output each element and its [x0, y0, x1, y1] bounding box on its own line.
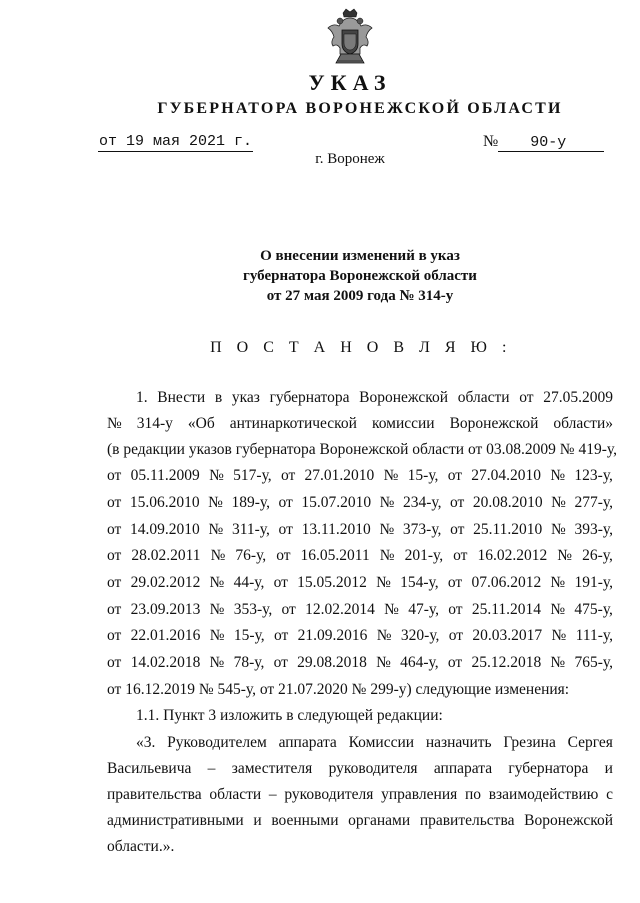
body-word: №	[210, 547, 226, 564]
subject-line: губернатора Воронежской области	[243, 268, 477, 284]
body-word: 191-у,	[574, 574, 613, 591]
body-word: от	[453, 547, 468, 564]
subject-line: О внесении изменений в указ	[260, 248, 460, 264]
body-line	[107, 811, 613, 831]
body-word: №	[379, 521, 395, 538]
body-word: №	[550, 467, 566, 484]
body-line	[136, 388, 613, 408]
body-word: 25.12.2018	[471, 654, 542, 671]
body-word: от	[274, 627, 289, 644]
body-word: от	[107, 654, 122, 671]
body-word: 123-у,	[574, 467, 613, 484]
body-word: от	[447, 654, 463, 671]
body-word: «3.	[136, 734, 156, 751]
body-word: Руководителем	[167, 734, 267, 751]
coat-of-arms-emblem	[326, 8, 374, 68]
body-word: от	[278, 521, 293, 538]
body-word: №	[376, 574, 391, 591]
body-word: губернатора	[508, 760, 589, 777]
body-word: 20.08.2010	[472, 494, 543, 511]
body-line	[107, 573, 613, 593]
body-word: 47-у,	[408, 601, 439, 618]
body-word: губернатора	[269, 389, 350, 406]
document-title: УКАЗ	[308, 70, 392, 95]
body-word: Воронежской	[359, 389, 449, 406]
body-word: 20.03.2017	[472, 627, 543, 644]
body-word: 314-у	[136, 415, 173, 432]
body-word: 189-у,	[231, 494, 270, 511]
body-word: 78-у,	[233, 654, 265, 671]
document-subtitle: ГУБЕРНАТОРА ВОРОНЕЖСКОЙ ОБЛАСТИ	[157, 100, 563, 117]
body-word: области»	[553, 415, 613, 432]
body-word: аппарата	[433, 760, 493, 777]
body-word: 28.02.2011	[131, 547, 201, 564]
body-word: №	[383, 467, 399, 484]
body-line	[107, 440, 617, 460]
body-word: от	[278, 494, 293, 511]
body-word: административными	[107, 812, 244, 829]
body-word: 05.11.2009	[130, 467, 200, 484]
body-word: 393-у,	[574, 521, 613, 538]
body-word: от	[447, 467, 463, 484]
body-word: №	[107, 415, 122, 432]
body-word: 1.1. Пункт 3 изложить в следующей редакции:	[136, 707, 443, 724]
body-line	[107, 626, 613, 646]
body-word: от	[107, 547, 122, 564]
body-line	[107, 466, 613, 486]
body-word: от	[276, 547, 291, 564]
body-word: от	[107, 521, 122, 538]
body-word: от	[107, 494, 122, 511]
body-word: 201-у,	[404, 547, 444, 564]
body-word: 15.06.2010	[129, 494, 200, 511]
body-word: 15-у,	[407, 467, 439, 484]
body-word: правительства	[107, 786, 202, 803]
decree-word: П О С Т А Н О В Л Я Ю :	[210, 339, 512, 356]
body-word: 16.02.2012	[477, 547, 548, 564]
body-word: от	[447, 574, 463, 591]
body-word: Сергея	[567, 734, 613, 751]
body-word: №	[208, 521, 224, 538]
body-word: области	[209, 786, 262, 803]
body-word: №	[209, 574, 225, 591]
body-word: и	[604, 760, 613, 777]
body-word: от	[273, 574, 288, 591]
body-word: Воронежской	[449, 415, 539, 432]
body-word: 1.	[136, 389, 148, 406]
body-line	[107, 546, 613, 566]
body-word: 15.05.2012	[297, 574, 367, 591]
body-word: «Об	[187, 415, 215, 432]
body-word: Васильевича	[107, 760, 192, 777]
body-word: №	[209, 654, 225, 671]
body-word: 12.02.2014	[305, 601, 375, 618]
body-line	[107, 785, 613, 805]
body-word: 27.05.2009	[543, 389, 613, 406]
date-prefix: от	[99, 133, 118, 150]
body-word: назначить	[425, 734, 492, 751]
body-word: 111-у,	[575, 627, 613, 644]
body-line	[107, 520, 613, 540]
document-date	[98, 133, 253, 152]
body-word: 15-у,	[233, 627, 265, 644]
body-word: правительства	[419, 812, 515, 829]
body-word: руководителя	[328, 760, 418, 777]
body-word: 765-у,	[574, 654, 613, 671]
body-word: 27.04.2010	[471, 467, 542, 484]
body-line	[107, 414, 613, 434]
body-word: антинаркотической	[229, 415, 357, 432]
body-line	[107, 493, 613, 513]
body-word: 320-у,	[400, 627, 440, 644]
body-line	[107, 600, 613, 620]
body-word: в	[214, 389, 223, 406]
body-word: –	[207, 760, 216, 777]
body-line	[107, 653, 613, 673]
body-word: 15.07.2010	[301, 494, 372, 511]
body-word: комиссии	[371, 415, 435, 432]
body-word: указ	[231, 389, 260, 406]
body-word: 23.09.2013	[130, 601, 201, 618]
body-word: и	[253, 812, 262, 829]
body-word: области.».	[107, 838, 175, 855]
body-word: 29.08.2018	[297, 654, 367, 671]
body-word: 25.11.2010	[473, 521, 543, 538]
body-word: №	[550, 654, 566, 671]
body-word: 22.01.2016	[130, 627, 201, 644]
body-word: 353-у,	[233, 601, 273, 618]
document-number	[483, 133, 604, 152]
body-word: №	[376, 627, 392, 644]
body-line	[107, 680, 613, 700]
body-word: №	[376, 654, 391, 671]
body-word: от	[280, 467, 296, 484]
body-word: 311-у,	[231, 521, 270, 538]
body-word: 517-у,	[233, 467, 272, 484]
body-word: №	[550, 574, 566, 591]
body-word: №	[551, 627, 567, 644]
body-word: 464-у,	[400, 654, 439, 671]
body-word: от	[448, 601, 463, 618]
body-word: 234-у,	[402, 494, 442, 511]
body-word: органами	[348, 812, 411, 829]
city: г. Воронеж	[315, 151, 385, 167]
body-word: от	[450, 494, 465, 511]
body-word: с	[606, 786, 613, 803]
body-word: заместителя	[231, 760, 313, 777]
body-word: Грезина	[503, 734, 556, 751]
body-word: 277-у,	[574, 494, 613, 511]
body-word: по	[464, 786, 482, 803]
body-word: №	[551, 521, 566, 538]
body-word: №	[208, 494, 223, 511]
body-word: №	[557, 547, 573, 564]
body-word: 16.05.2011	[300, 547, 370, 564]
body-word: области	[457, 389, 510, 406]
body-word: 26-у,	[582, 547, 613, 564]
body-word: 29.02.2012	[130, 574, 201, 591]
body-word: №	[384, 601, 399, 618]
body-word: №	[550, 601, 566, 618]
subject-line: от 27 мая 2009 года № 314-у	[266, 288, 454, 304]
body-word: 373-у,	[402, 521, 442, 538]
body-word: 14.02.2018	[130, 654, 201, 671]
body-word: 21.09.2016	[297, 627, 368, 644]
body-word: №	[209, 627, 225, 644]
date-value: 19 мая 2021 г.	[126, 133, 253, 150]
body-word: 475-у,	[574, 601, 613, 618]
body-word: Воронежской	[524, 812, 613, 829]
body-word: от	[107, 627, 122, 644]
body-word: Внести	[157, 389, 206, 406]
number-sign: №	[483, 133, 499, 150]
body-line	[136, 733, 613, 753]
body-word: от	[448, 627, 464, 644]
body-word: (в редакции указов губернатора Воронежской области от 03.08.2009 № 419-у,	[107, 441, 617, 458]
body-word: управления	[381, 786, 458, 803]
body-line	[107, 759, 613, 779]
body-line	[136, 706, 613, 726]
body-word: аппарата	[278, 734, 337, 751]
body-word: 44-у,	[233, 574, 265, 591]
body-word: от	[450, 521, 465, 538]
body-word: №	[209, 467, 224, 484]
body-word: №	[379, 494, 395, 511]
body-word: руководителя	[284, 786, 374, 803]
body-word: №	[379, 547, 395, 564]
body-word: от	[107, 601, 122, 618]
body-word: 76-у,	[235, 547, 267, 564]
body-word: 27.01.2010	[304, 467, 375, 484]
body-word: от	[519, 389, 534, 406]
body-word: взаимодействию	[488, 786, 599, 803]
document-subject	[0, 246, 640, 306]
body-line	[107, 837, 613, 857]
body-word: Комиссии	[348, 734, 415, 751]
body-word: военными	[271, 812, 339, 829]
body-word: от	[107, 467, 122, 484]
body-word: от	[281, 601, 296, 618]
body-word: от 16.12.2019 № 545-у, от 21.07.2020 № 299-у) следующие изменения:	[107, 681, 570, 698]
body-word: от	[107, 574, 122, 591]
body-word: 154-у,	[400, 574, 439, 591]
body-word: от	[273, 654, 288, 671]
body-word: №	[551, 494, 566, 511]
body-word: 14.09.2010	[130, 521, 200, 538]
body-word: 13.11.2010	[301, 521, 371, 538]
body-word: 25.11.2014	[471, 601, 542, 618]
body-word: –	[268, 786, 277, 803]
body-word: №	[209, 601, 225, 618]
number-value: 90-у	[498, 135, 604, 152]
body-word: 07.06.2012	[471, 574, 542, 591]
